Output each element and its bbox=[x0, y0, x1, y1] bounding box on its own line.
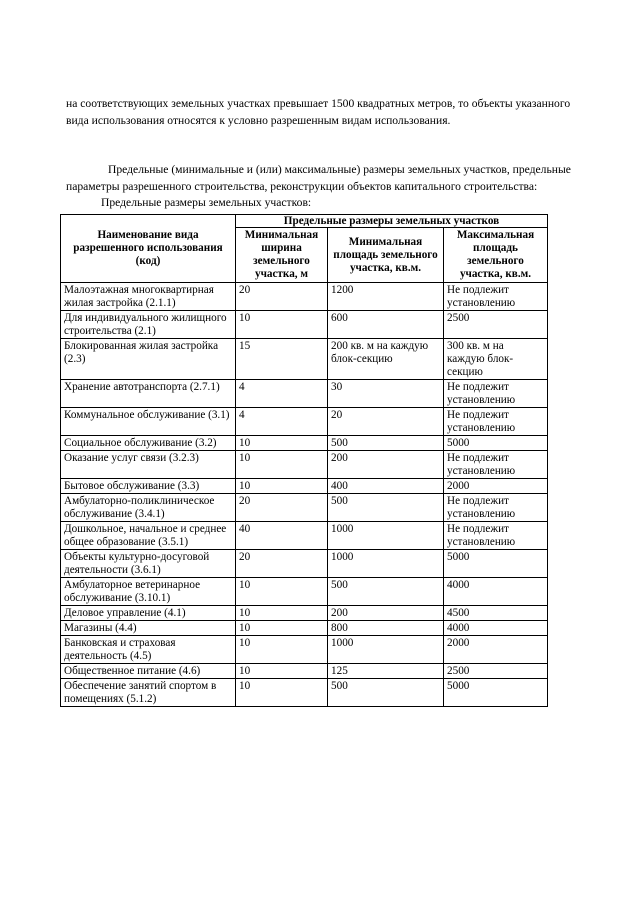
min-area-cell: 600 bbox=[328, 311, 444, 339]
use-name-cell: Объекты культурно-досуговой деятельности (3.6.1) bbox=[61, 550, 236, 578]
min-area-cell: 200 bbox=[328, 451, 444, 479]
max-area-cell: 2000 bbox=[444, 636, 548, 664]
min-width-cell: 15 bbox=[236, 339, 328, 380]
use-name-cell: Хранение автотранспорта (2.7.1) bbox=[61, 380, 236, 408]
table-row bbox=[61, 679, 548, 707]
min-area-cell: 30 bbox=[328, 380, 444, 408]
header-min-width: Минимальная ширина земельного участка, м bbox=[236, 228, 328, 283]
min-width-cell: 10 bbox=[236, 451, 328, 479]
min-area-cell: 500 bbox=[328, 679, 444, 707]
max-area-cell: Не подлежит установлению bbox=[444, 380, 548, 408]
table-row bbox=[61, 664, 548, 679]
min-width-cell: 10 bbox=[236, 479, 328, 494]
min-area-cell: 500 bbox=[328, 578, 444, 606]
max-area-cell: Не подлежит установлению bbox=[444, 522, 548, 550]
min-area-cell: 400 bbox=[328, 479, 444, 494]
min-width-cell: 20 bbox=[236, 550, 328, 578]
use-name-cell: Блокированная жилая застройка (2.3) bbox=[61, 339, 236, 380]
table-row bbox=[61, 380, 548, 408]
min-area-cell: 200 кв. м на каждую блок-секцию bbox=[328, 339, 444, 380]
table-row bbox=[61, 339, 548, 380]
table-caption: Предельные размеры земельных участков: bbox=[101, 196, 312, 209]
use-name-cell: Общественное питание (4.6) bbox=[61, 664, 236, 679]
header-use-name: Наименование вида разрешенного использования (код) bbox=[61, 215, 236, 283]
max-area-cell: 2500 bbox=[444, 311, 548, 339]
min-width-cell: 40 bbox=[236, 522, 328, 550]
use-name-cell: Деловое управление (4.1) bbox=[61, 606, 236, 621]
paragraph-continuation: на соответствующих земельных участках превышает 1500 квадратных метров, то объекты указанного вида использования относятся к условно разрешенным видам использования. bbox=[66, 97, 571, 127]
min-width-cell: 10 bbox=[236, 621, 328, 636]
min-width-cell: 4 bbox=[236, 380, 328, 408]
use-name-cell: Амбулаторное ветеринарное обслуживание (3.10.1) bbox=[61, 578, 236, 606]
min-width-cell: 10 bbox=[236, 679, 328, 707]
paragraph-limits-intro: Предельные (минимальные и (или) максимальные) размеры земельных участков, предельные параметры разрешенного строительства, реконструкции объектов капитального строительства: bbox=[66, 163, 571, 193]
table-row bbox=[61, 494, 548, 522]
min-width-cell: 10 bbox=[236, 578, 328, 606]
table-row bbox=[61, 522, 548, 550]
table-row bbox=[61, 621, 548, 636]
min-area-cell: 200 bbox=[328, 606, 444, 621]
table-row bbox=[61, 606, 548, 621]
table-row bbox=[61, 550, 548, 578]
min-area-cell: 20 bbox=[328, 408, 444, 436]
max-area-cell: 4000 bbox=[444, 578, 548, 606]
min-area-cell: 800 bbox=[328, 621, 444, 636]
min-width-cell: 10 bbox=[236, 664, 328, 679]
min-width-cell: 10 bbox=[236, 636, 328, 664]
max-area-cell: Не подлежит установлению bbox=[444, 283, 548, 311]
min-area-cell: 1200 bbox=[328, 283, 444, 311]
use-name-cell: Дошкольное, начальное и среднее общее образование (3.5.1) bbox=[61, 522, 236, 550]
min-area-cell: 1000 bbox=[328, 550, 444, 578]
table-row bbox=[61, 451, 548, 479]
min-width-cell: 10 bbox=[236, 436, 328, 451]
min-width-cell: 20 bbox=[236, 283, 328, 311]
use-name-cell: Для индивидуального жилищного строительства (2.1) bbox=[61, 311, 236, 339]
use-name-cell: Социальное обслуживание (3.2) bbox=[61, 436, 236, 451]
max-area-cell: 4000 bbox=[444, 621, 548, 636]
use-name-cell: Оказание услуг связи (3.2.3) bbox=[61, 451, 236, 479]
max-area-cell: 5000 bbox=[444, 436, 548, 451]
use-name-cell: Малоэтажная многоквартирная жилая застройка (2.1.1) bbox=[61, 283, 236, 311]
max-area-cell: Не подлежит установлению bbox=[444, 451, 548, 479]
header-min-area: Минимальная площадь земельного участка, кв.м. bbox=[328, 228, 444, 283]
max-area-cell: 5000 bbox=[444, 550, 548, 578]
table-row bbox=[61, 436, 548, 451]
min-area-cell: 1000 bbox=[328, 636, 444, 664]
max-area-cell: Не подлежит установлению bbox=[444, 494, 548, 522]
header-max-area: Максимальная площадь земельного участка, кв.м. bbox=[444, 228, 548, 283]
land-plot-limits-table bbox=[60, 214, 548, 707]
min-width-cell: 10 bbox=[236, 311, 328, 339]
table-row bbox=[61, 283, 548, 311]
use-name-cell: Банковская и страховая деятельность (4.5) bbox=[61, 636, 236, 664]
use-name-cell: Коммунальное обслуживание (3.1) bbox=[61, 408, 236, 436]
max-area-cell: 2500 bbox=[444, 664, 548, 679]
table-row bbox=[61, 408, 548, 436]
max-area-cell: 2000 bbox=[444, 479, 548, 494]
use-name-cell: Амбулаторно-поликлиническое обслуживание (3.4.1) bbox=[61, 494, 236, 522]
min-width-cell: 20 bbox=[236, 494, 328, 522]
min-width-cell: 4 bbox=[236, 408, 328, 436]
max-area-cell: 4500 bbox=[444, 606, 548, 621]
min-area-cell: 500 bbox=[328, 436, 444, 451]
min-area-cell: 125 bbox=[328, 664, 444, 679]
max-area-cell: Не подлежит установлению bbox=[444, 408, 548, 436]
table-row bbox=[61, 636, 548, 664]
min-area-cell: 1000 bbox=[328, 522, 444, 550]
table-row bbox=[61, 311, 548, 339]
min-width-cell: 10 bbox=[236, 606, 328, 621]
use-name-cell: Обеспечение занятий спортом в помещениях (5.1.2) bbox=[61, 679, 236, 707]
max-area-cell: 300 кв. м на каждую блок-секцию bbox=[444, 339, 548, 380]
max-area-cell: 5000 bbox=[444, 679, 548, 707]
use-name-cell: Бытовое обслуживание (3.3) bbox=[61, 479, 236, 494]
table-row bbox=[61, 479, 548, 494]
header-group-limits: Предельные размеры земельных участков bbox=[236, 215, 548, 228]
min-area-cell: 500 bbox=[328, 494, 444, 522]
table-row bbox=[61, 578, 548, 606]
use-name-cell: Магазины (4.4) bbox=[61, 621, 236, 636]
table-body bbox=[61, 283, 548, 707]
